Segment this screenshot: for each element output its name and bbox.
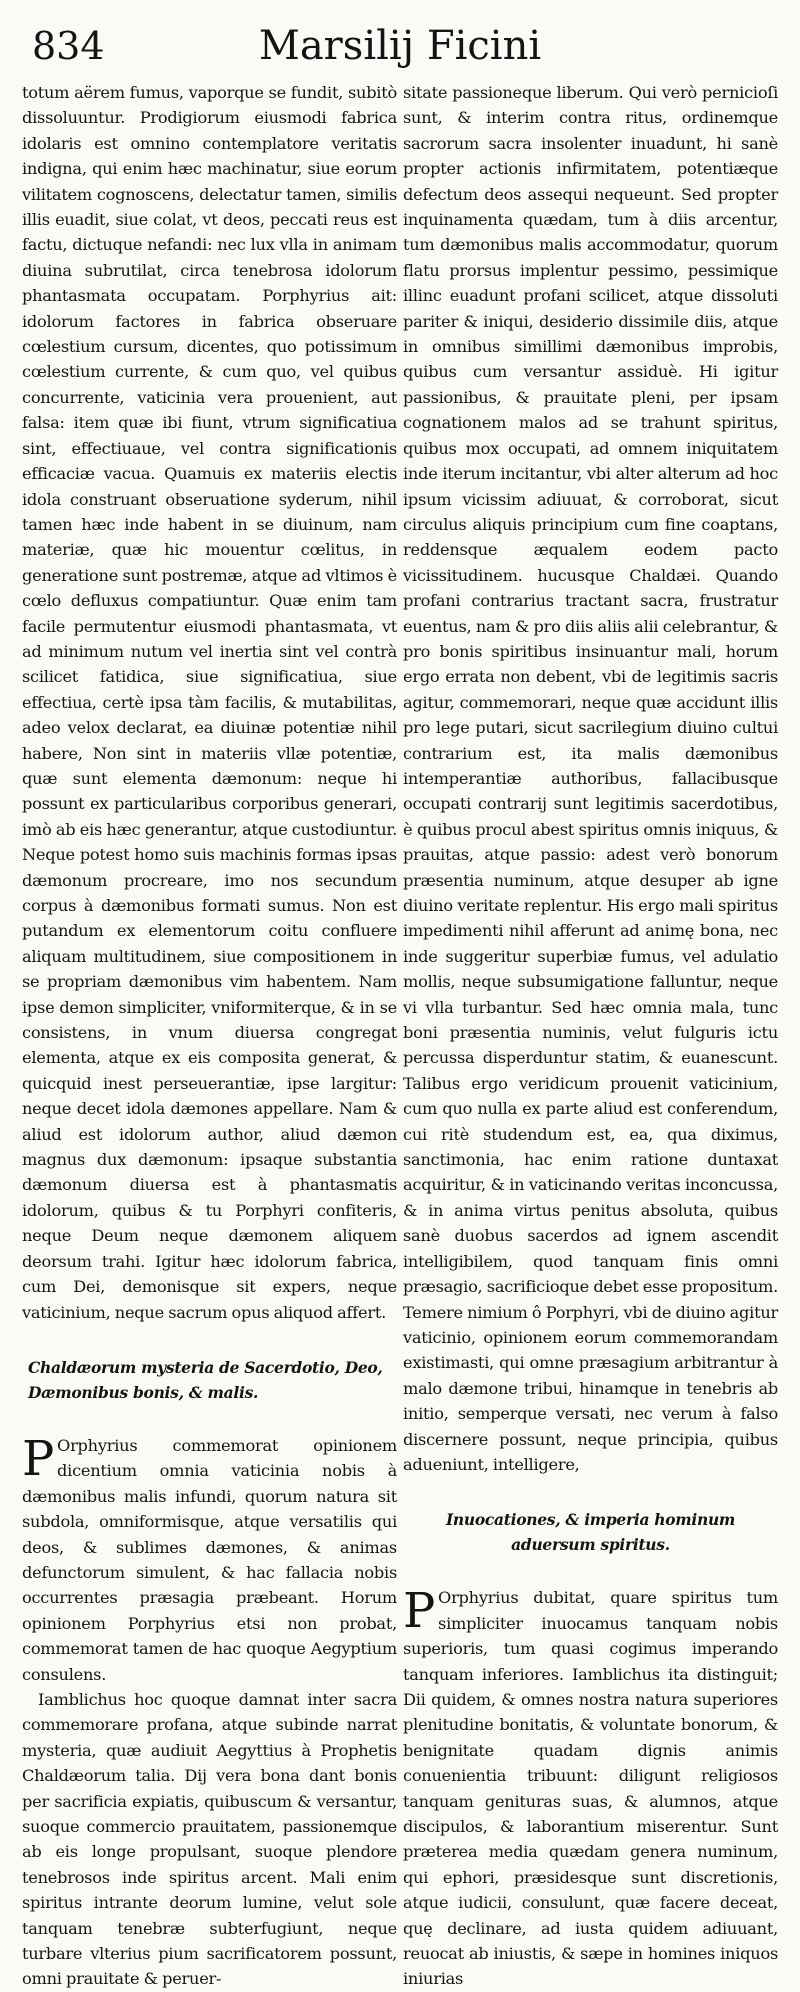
right-paragraph-2 bbox=[403, 1585, 778, 1992]
drop-cap-initial: P bbox=[22, 1430, 55, 1487]
left-column bbox=[22, 80, 397, 1992]
right-column bbox=[403, 80, 778, 1992]
drop-cap-initial: P bbox=[403, 1583, 436, 1640]
running-title: Marsilij Ficini bbox=[258, 23, 542, 69]
running-head bbox=[22, 18, 778, 78]
left-paragraph-3: Iamblichus hoc quoque damnat inter sacra commemorare profana, atque subinde narrat mysteria, quæ audiuit Aegyttius à Prophetis Chaldæorum talia. Dij vera bona dant bonis per sacrificia expiatis, quibuscum & versantur, suoque commercio prauitatem, passionemque ab eis longe propulsant, suoque plendore tenebrosos inde spiritus arcent. Mali enim spiritus intrante deorum lumine, velut sole tanquam tenebræ subterfugiunt, neque turbare vlterius pium sacrificatorem possunt, omni prauitate & peruer- bbox=[22, 1689, 397, 1989]
right-paragraph-1: sitate passioneque liberum. Qui verò pernicioſi sunt, & interim contra ritus, ordinemque sacrorum sacra insolenter inuadunt, hi sanè propter actionis infirmitatem, potentiæque defectum deos assequi nequeunt. Sed propter inquinamenta quædam, tum à diis arcentur, tum dæmonibus malis accommodatur, quorum flatu prorsus implentur pessimo, pessimique illinc euadunt profani scilicet, atque dissoluti pariter & iniqui, desiderio dissimile diis, atque in omnibus simillimi dæmonibus improbis, quibus cum versantur assiduè. Hi igitur passionibus, & prauitate pleni, per ipsam cognationem malos ad se trahunt spiritus, quibus mox occupati, ad omnem iniquitatem inde iterum incitantur, vbi alter alterum ad hoc ipsum vicissim adiuuat, & corroborat, sicut circulus aliquis principium cum fine coaptans, reddensque æqualem eodem pacto vicissitudinem. hucusque Chaldæi. Quando profani contrarius tractant sacra, frustratur euentus, nam & pro diis aliis alii celebrantur, & pro bonis spiritibus insinuantur mali, horum ergo errata non debent, vbi de legitimis sacris agitur, commemorari, neque quæ accidunt illis pro lege putari, sicut sacrilegium diuino cultui contrarium est, ita malis dæmonibus intemperantiæ authoribus, fallacibusque occupati contrarij sunt legitimis sacerdotibus, è quibus procul abest spiritus omnis iniquus, & prauitas, atque passio: adest verò bonorum præsentia numinum, atque desuper ab igne diuino veritate replentur. His ergo mali spiritus impedimenti nihil afferunt ad animę bona, nec inde suggeritur superbiæ fumus, vel adulatio mollis, neque subsumigatione falluntur, neque vi vlla turbantur. Sed hæc omnia mala, tunc boni præsentia numinis, velut fulguris ictu percussa disperduntur statim, & euanescunt. Talibus ergo veridicum prouenit vaticinium, cum quo nulla ex parte aliud est conferendum, cui ritè studendum est, ea, qua diximus, sanctimonia, hac enim ratione duntaxat acquiritur, & in vaticinando veritas inconcussa, & in anima virtus penitus absoluta, quibus sanè duobus sacerdos ad ignem ascendit intelligibilem, quod tanquam finis omni præsagio, sacrificioque debet esse propositum. Temere nimium ô Porphyri, vbi de diuino agitur vaticinio, opinionem eorum commemorandam existimasti, qui omne præsagium arbitrantur à malo dæmone tribui, hinamque in tenebris ab initio, semperque versati, nec verum à falso discernere possunt, neque principia, quibus adueniunt, intelligere, bbox=[403, 83, 778, 1474]
left-paragraph-2-text: Orphyrius commemorat opinionem dicentium omnia vaticinia nobis à dæmonibus malis infundi, quorum natura sit subdola, omniformisque, atque versatilis qui deos, & sublimes dæmones, & animas defunctorum simulent, & hac fallacia nobis occurrentes præsagia præbeant. Horum opinionem Porphyrius etsi non probat, commemorat tamen de hac quoque Aegyptium consulens. bbox=[22, 1435, 397, 1684]
right-paragraph-2-text: Orphyrius dubitat, quare spiritus tum simpliciter inuocamus tanquam nobis superioris, tum quasi cogimus imperando tanquam inferiores. Iamblichus ita distinguit; Dii quidem, & omnes nostra natura superiores plenitudine bonitatis, & voluntate bonorum, & benignitate quadam dignis animis conuenientia tribuunt: diligunt religiosos tanquam genituras suas, & alumnos, atque discipulos, & laborantium miserentur. Sunt præterea media quædam genera numinum, qui ephori, præsidesque sunt discretionis, atque iudicii, consulunt, quæ facere deceat, quę declinare, ad iusta quidem adiuuant, reuocat ab iniustis, & sæpe in homines iniquos iniurias bbox=[403, 1588, 778, 1989]
left-paragraph-2 bbox=[22, 1430, 397, 1687]
left-paragraph-1: totum aërem fumus, vaporque se fundit, subitò dissoluuntur. Prodigiorum eiusmodi fabrica idolaris est omnino contemplatore veritatis indigna, qui enim hæc machinatur, siue eorum vilitatem cognoscens, delectatur tamen, similis illis euadit, siue colat, vt deos, peccati reus est factu, dictuque nefandi: nec lux vlla in animam diuina subrutilat, circa tenebrosa idolorum phantasmata occupatam. Porphyrius ait: idolorum factores in fabrica obseruare cœlestium cursum, dicentes, quo potissimum cœlestium currente, & cum quo, vel quibus concurrente, vaticinia vera prouenient, aut falsa: item quæ ibi fiunt, vtrum significatiua sint, effectiuaue, vel contra significationis efficaciæ vacua. Quamuis ex materiis electis idola construant obseruatione syderum, nihil tamen hæc inde habent in se diuinum, nam materiæ, quæ hic mouentur cœlitus, in generatione sunt postremæ, atque ad vltimos è cœlo defluxus compatiuntur. Quæ enim tam facile permutentur eiusmodi phantasmata, vt ad minimum nutum vel inertia sint vel contrà scilicet fatidica, siue significatiua, siue effectiua, certè ipsa tàm facilis, & mutabilitas, adeo velox declarat, ea diuinæ potentiæ nihil habere, Non sint in materiis vllæ potentiæ, quæ sunt elementa dæmonum: neque hi possunt ex particularibus corporibus generari, imò ab eis hæc generantur, atque custodiuntur. Neque potest homo suis machinis formas ipsas dæmonum procreare, imo nos secundum corpus à dæmonibus formati sumus. Non est putandum ex elementorum coitu confluere aliquam multitudinem, siue compositionem in se propriam dæmonibus vim habentem. Nam ipse demon simpliciter, vniformiterque, & in se consistens, in vnum diuersa congregat elementa, atque ex eis composita generat, & quicquid inest perseuerantiæ, ipse largitur: neque decet idola dæmones appellare. Nam & aliud est idolorum author, aliud dæmon magnus dux dæmonum: ipsaque substantia dæmonum diuersa est à phantasmatis idolorum, quibus & tu Porphyri confiteris, neque Deum neque dæmonem aliquem deorsum trahi. Igitur hæc idolorum fabrica, cum Dei, demonisque sit expers, neque vaticinium, neque sacrum opus aliquod affert. bbox=[22, 83, 397, 1322]
page-number: 834 bbox=[32, 24, 105, 68]
section-heading-chaldaeorum: Chaldæorum mysteria de Sacerdotio, Deo, Dæmonibus bonis, & malis. bbox=[28, 1357, 383, 1402]
text-columns bbox=[22, 80, 778, 1992]
section-heading-inuocationes: Inuocationes, & imperia hominum aduersum spiritus. bbox=[445, 1510, 736, 1555]
